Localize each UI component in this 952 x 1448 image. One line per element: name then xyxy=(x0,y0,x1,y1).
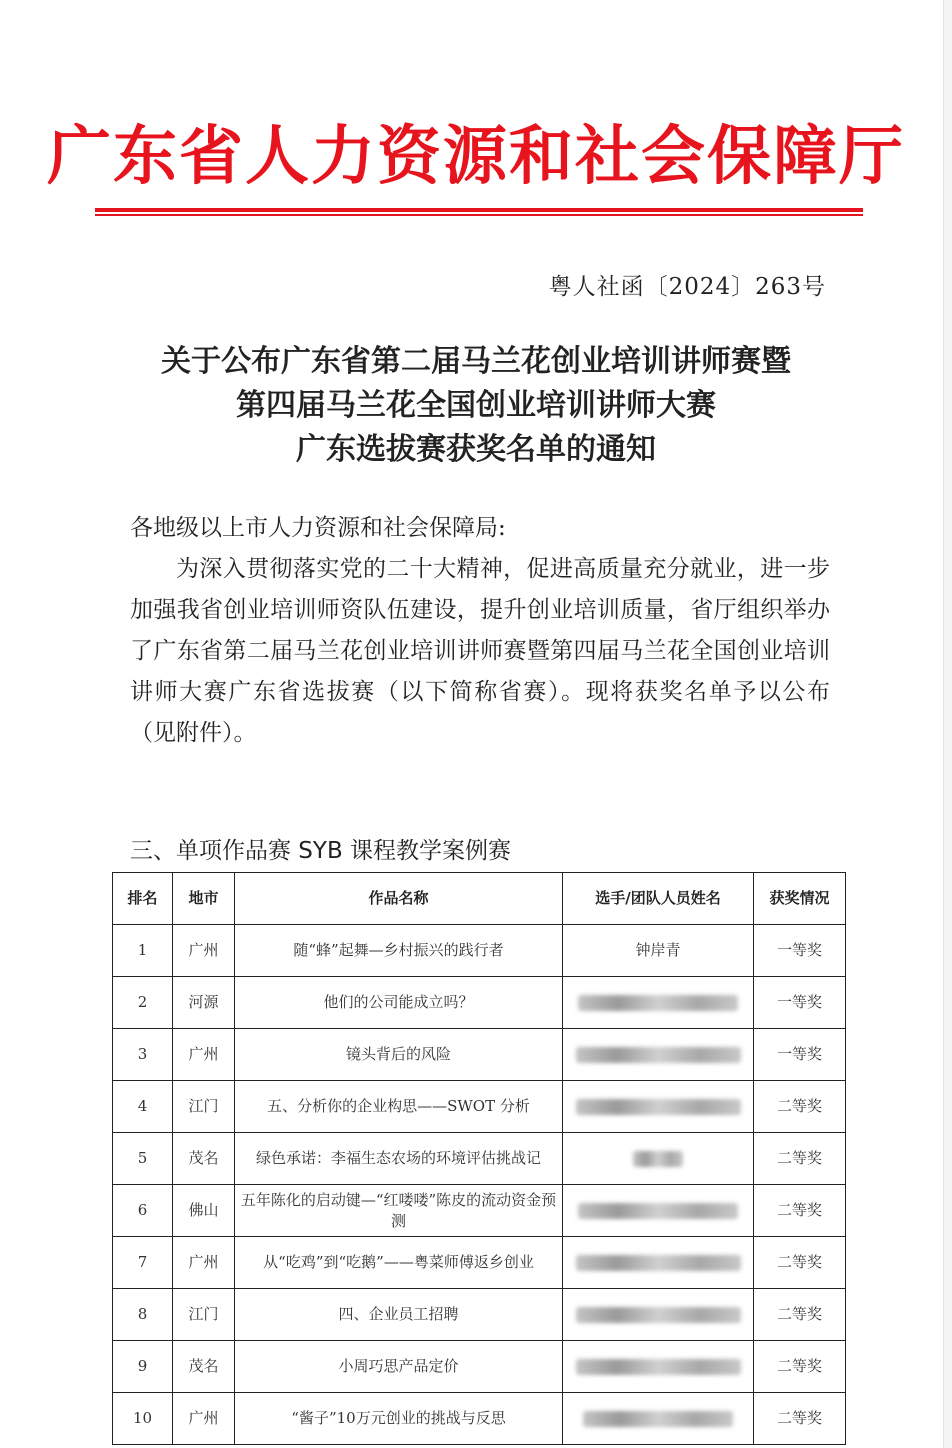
cell-rank: 4 xyxy=(113,1081,173,1133)
table-row xyxy=(113,1029,846,1081)
cell-city: 广州 xyxy=(173,1393,235,1445)
table-header-row xyxy=(113,873,846,925)
header-rule-thick xyxy=(95,208,863,212)
header-rule-thin xyxy=(95,214,863,216)
cell-name: 钟岸青 xyxy=(563,925,754,977)
cell-city: 广州 xyxy=(173,1237,235,1289)
cell-city: 茂名 xyxy=(173,1133,235,1185)
cell-city: 佛山 xyxy=(173,1185,235,1237)
table-row xyxy=(113,925,846,977)
table-row xyxy=(113,1081,846,1133)
awards-table xyxy=(112,872,846,1445)
notice-title-line-3: 广东选拔赛获奖名单的通知 xyxy=(296,432,656,467)
cell-award: 一等奖 xyxy=(754,977,846,1029)
redacted-name xyxy=(576,1307,741,1323)
cell-award: 二等奖 xyxy=(754,1341,846,1393)
cell-award: 一等奖 xyxy=(754,925,846,977)
cell-title: 五年陈化的启动键—“红喽喽”陈皮的流动资金预测 xyxy=(235,1185,563,1237)
header-title: 作品名称 xyxy=(235,873,563,925)
cell-city: 河源 xyxy=(173,977,235,1029)
table-row xyxy=(113,1341,846,1393)
cell-city: 广州 xyxy=(173,1029,235,1081)
cell-title: “酱子”10万元创业的挑战与反思 xyxy=(235,1393,563,1445)
salutation: 各地级以上市人力资源和社会保障局: xyxy=(130,515,506,541)
cell-award: 二等奖 xyxy=(754,1133,846,1185)
section-heading: 三、单项作品赛 SYB 课程教学案例赛 xyxy=(130,838,512,864)
table-row xyxy=(113,1185,846,1237)
cell-name-redacted xyxy=(563,1185,754,1237)
cell-rank: 8 xyxy=(113,1289,173,1341)
cell-title: 绿色承诺：李福生态农场的环境评估挑战记 xyxy=(235,1133,563,1185)
table-row xyxy=(113,1237,846,1289)
cell-name-redacted xyxy=(563,1393,754,1445)
cell-title: 他们的公司能成立吗？ xyxy=(235,977,563,1029)
notice-body xyxy=(130,508,830,754)
cell-title: 小周巧思产品定价 xyxy=(235,1341,563,1393)
cell-city: 茂名 xyxy=(173,1341,235,1393)
redacted-name xyxy=(633,1151,683,1167)
header-name: 选手/团队人员姓名 xyxy=(563,873,754,925)
cell-name-redacted xyxy=(563,1133,754,1185)
cell-rank: 2 xyxy=(113,977,173,1029)
notice-title xyxy=(0,340,952,472)
redacted-name xyxy=(578,995,738,1011)
header-city: 地市 xyxy=(173,873,235,925)
cell-rank: 6 xyxy=(113,1185,173,1237)
cell-title: 四、企业员工招聘 xyxy=(235,1289,563,1341)
table-row xyxy=(113,1133,846,1185)
table-row xyxy=(113,1289,846,1341)
department-header-title: 广东省人力资源和社会保障厅 xyxy=(47,120,905,194)
cell-award: 一等奖 xyxy=(754,1029,846,1081)
cell-title: 随“蜂”起舞—乡村振兴的践行者 xyxy=(235,925,563,977)
page-edge xyxy=(943,0,952,1448)
cell-title: 从“吃鸡”到“吃鹅”——粤菜师傅返乡创业 xyxy=(235,1237,563,1289)
body-paragraph: 为深入贯彻落实党的二十大精神，促进高质量充分就业，进一步加强我省创业培训师资队伍建设，提升创业培训质量，省厅组织举办了广东省第二届马兰花创业培训讲师赛暨第四届马兰花全国创业培训讲师大赛广东省选拔赛（以下简称省赛）。现将获奖名单予以公布（见附件）。 xyxy=(130,556,830,746)
table-row xyxy=(113,977,846,1029)
cell-name-redacted xyxy=(563,977,754,1029)
cell-rank: 3 xyxy=(113,1029,173,1081)
redacted-name xyxy=(578,1203,738,1219)
cell-name-redacted xyxy=(563,1237,754,1289)
redacted-name xyxy=(576,1359,741,1375)
document-number: 粤人社函〔2024〕263号 xyxy=(548,274,826,300)
cell-city: 江门 xyxy=(173,1289,235,1341)
notice-title-line-2: 第四届马兰花全国创业培训讲师大赛 xyxy=(236,388,716,423)
cell-city: 广州 xyxy=(173,925,235,977)
cell-name-redacted xyxy=(563,1029,754,1081)
cell-award: 二等奖 xyxy=(754,1393,846,1445)
cell-name-redacted xyxy=(563,1081,754,1133)
cell-title: 镜头背后的风险 xyxy=(235,1029,563,1081)
cell-city: 江门 xyxy=(173,1081,235,1133)
table-row xyxy=(113,1393,846,1445)
cell-name-redacted xyxy=(563,1341,754,1393)
cell-rank: 9 xyxy=(113,1341,173,1393)
redacted-name xyxy=(576,1255,741,1271)
cell-rank: 7 xyxy=(113,1237,173,1289)
cell-award: 二等奖 xyxy=(754,1237,846,1289)
cell-rank: 10 xyxy=(113,1393,173,1445)
cell-rank: 5 xyxy=(113,1133,173,1185)
cell-award: 二等奖 xyxy=(754,1289,846,1341)
header-award: 获奖情况 xyxy=(754,873,846,925)
cell-name-redacted xyxy=(563,1289,754,1341)
notice-title-line-1: 关于公布广东省第二届马兰花创业培训讲师赛暨 xyxy=(161,344,791,379)
redacted-name xyxy=(576,1099,741,1115)
redacted-name xyxy=(583,1411,733,1427)
cell-title: 五、分析你的企业构思——SWOT 分析 xyxy=(235,1081,563,1133)
header-rank: 排名 xyxy=(113,873,173,925)
redacted-name xyxy=(576,1047,741,1063)
cell-rank: 1 xyxy=(113,925,173,977)
cell-award: 二等奖 xyxy=(754,1185,846,1237)
cell-award: 二等奖 xyxy=(754,1081,846,1133)
